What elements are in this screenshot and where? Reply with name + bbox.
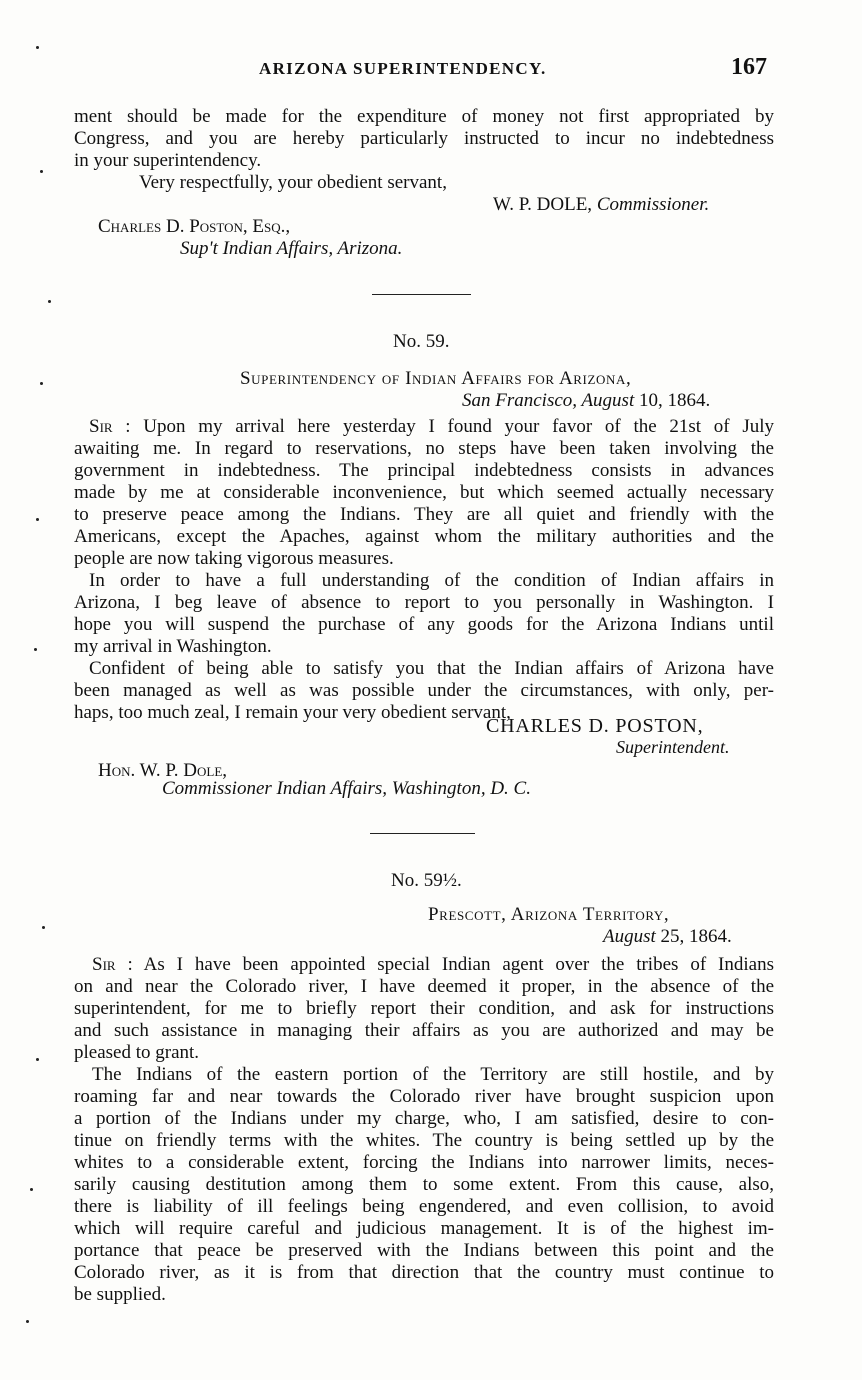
signer-title: Commissioner. xyxy=(596,194,710,215)
addressee-name: Charles D. Poston, Esq., xyxy=(98,216,291,237)
signature xyxy=(493,194,709,216)
text-line: portance that peace be preserved with the Indians between this point and the xyxy=(74,1240,774,1261)
text-line: made by me at considerable inconvenience, but which seemed actually necessary xyxy=(74,482,774,503)
text-line: be supplied. xyxy=(74,1284,166,1305)
page-number: 167 xyxy=(731,54,767,80)
speck xyxy=(36,46,39,49)
place-date: San Francisco, August xyxy=(462,390,635,411)
text-line: superintendent, for me to briefly report their condition, and ask for instructions xyxy=(74,998,774,1019)
text-line: whites to a considerable extent, forcing the Indians into narrower limits, neces- xyxy=(74,1152,774,1173)
text-line: a portion of the Indians under my charge, who, I am satisfied, desire to con- xyxy=(74,1108,774,1129)
speck xyxy=(36,1058,39,1061)
text-line: pleased to grant. xyxy=(74,1042,200,1063)
text-line: to preserve peace among the Indians. They are all quiet and friendly with the xyxy=(74,504,774,525)
text-line: tinue on friendly terms with the whites. The country is being settled up by the xyxy=(74,1130,774,1151)
dateline xyxy=(603,926,732,948)
date-tail: 25, 1864. xyxy=(660,926,732,947)
speck xyxy=(40,382,43,385)
text-line: Sir : Upon my arrival here yesterday I found your favor of the 21st of July xyxy=(89,416,774,437)
salutation: Sir : xyxy=(89,416,131,437)
text-line: my arrival in Washington. xyxy=(74,636,272,657)
speck xyxy=(30,1188,33,1191)
speck xyxy=(34,648,37,651)
text-line: there is liability of ill feelings being engendered, and even collision, to avoid xyxy=(74,1196,774,1217)
text-line: Americans, except the Apaches, against whom the military authorities and the xyxy=(74,526,774,547)
text-line: Confident of being able to satisfy you that the Indian affairs of Arizona have xyxy=(89,658,774,679)
text-line: ment should be made for the expenditure of money not first appropriated by xyxy=(74,106,774,127)
text-line: in your superintendency. xyxy=(74,150,262,171)
letter-heading: Superintendency of Indian Affairs for Arizona, xyxy=(240,368,632,389)
closing: Very respectfully, your obedient servant, xyxy=(139,172,447,193)
speck xyxy=(42,926,45,929)
signer-title: Superintendent. xyxy=(616,737,730,757)
text-line: hope you will suspend the purchase of any goods for the Arizona Indians until xyxy=(74,614,774,635)
speck xyxy=(40,170,43,173)
letter-number: No. 59½. xyxy=(391,870,462,891)
text-line: people are now taking vigorous measures. xyxy=(74,548,394,569)
addressee-title: Commissioner Indian Affairs, Washington, D. C. xyxy=(162,778,531,799)
letter-number: No. 59. xyxy=(393,331,450,352)
text-line: government in indebtedness. The principal indebtedness consists in advances xyxy=(74,460,774,481)
section-rule xyxy=(372,294,471,295)
speck xyxy=(48,300,51,303)
letter-heading: Prescott, Arizona Territory, xyxy=(428,904,670,925)
section-rule xyxy=(370,833,475,834)
text-line: In order to have a full understanding of the condition of Indian affairs in xyxy=(89,570,774,591)
date-tail: 10, 1864. xyxy=(638,390,711,411)
addressee-title: Sup't Indian Affairs, Arizona. xyxy=(180,238,403,259)
text-line: roaming far and near towards the Colorado river have brought suspicion upon xyxy=(74,1086,774,1107)
text-line: and such assistance in managing their affairs as you are authorized and may be xyxy=(74,1020,774,1041)
addressee-name: Hon. W. P. Dole, xyxy=(98,760,228,781)
signer-name: CHARLES D. POSTON, xyxy=(486,715,704,737)
date-month: August xyxy=(603,926,656,947)
speck xyxy=(36,518,39,521)
text-line: on and near the Colorado river, I have deemed it proper, in the absence of the xyxy=(74,976,774,997)
speck xyxy=(26,1320,29,1323)
text-line: sarily causing destitution among them to some extent. From this cause, also, xyxy=(74,1174,774,1195)
running-title: ARIZONA SUPERINTENDENCY. xyxy=(259,59,547,78)
text-line: awaiting me. In regard to reservations, no steps have been taken involving the xyxy=(74,438,774,459)
text-line: The Indians of the eastern portion of the Territory are still hostile, and by xyxy=(92,1064,774,1085)
text-line: been managed as well as was possible under the circumstances, with only, per- xyxy=(74,680,774,701)
text-line: Colorado river, as it is from that direction that the country must continue to xyxy=(74,1262,774,1283)
salutation: Sir : xyxy=(92,954,133,975)
text-line: Congress, and you are hereby particularly instructed to incur no indebtedness xyxy=(74,128,774,149)
text-line: Arizona, I beg leave of absence to report to you personally in Washington. I xyxy=(74,592,774,613)
text-line: Sir : As I have been appointed special Indian agent over the tribes of Indians xyxy=(92,954,774,975)
text-line: which will require careful and judicious management. It is of the highest im- xyxy=(74,1218,774,1239)
dateline xyxy=(462,390,710,412)
text-line: haps, too much zeal, I remain your very obedient servant, xyxy=(74,702,511,723)
signer-name: W. P. DOLE, xyxy=(493,194,593,215)
